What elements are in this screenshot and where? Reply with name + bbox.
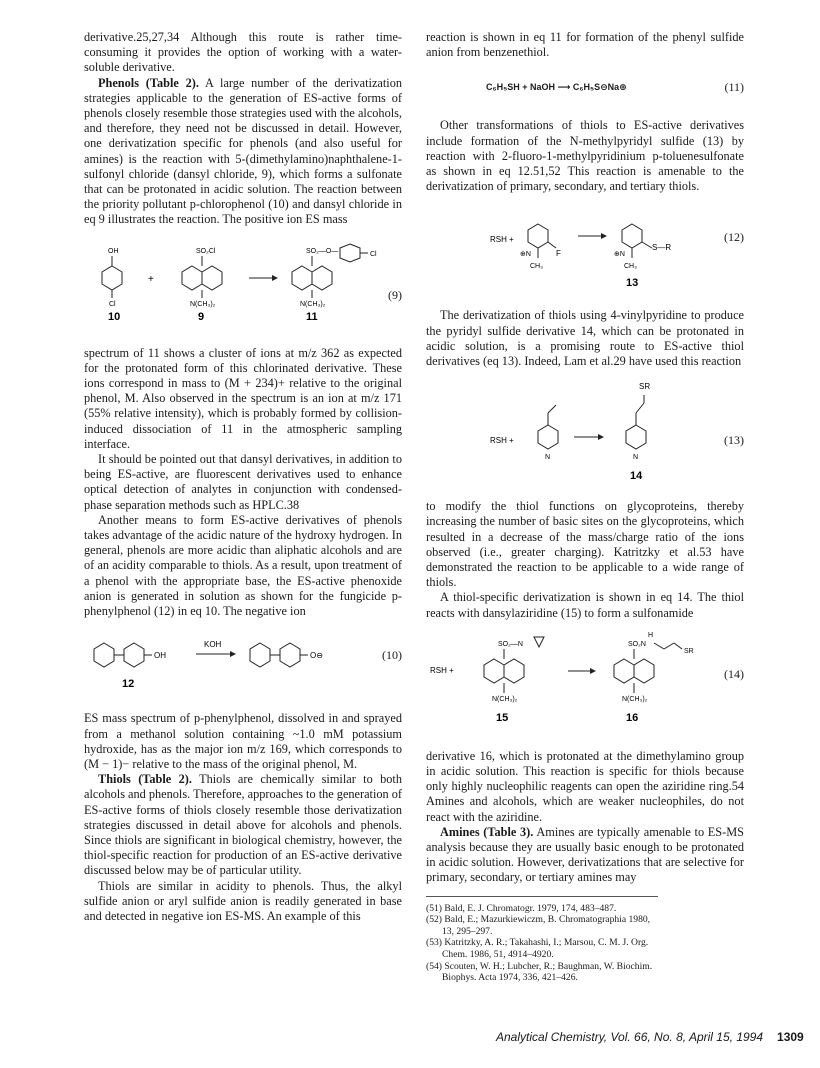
equation-13-structures bbox=[426, 377, 744, 489]
equation-13 bbox=[426, 377, 744, 489]
paragraph-thiols: Thiols (Table 2). Thiols are chemically similar to both alcohols and phenols. Therefore, approaches to the generation of ES-active forms of thiols closely resemble those derivatization strategies discussed in detail above for alcohols and phenols. Since thiols are significant in biological chemistry, however, the thiol-specific reaction for production of an ES-active derivative discussed below may be of particular utility. bbox=[84, 772, 403, 878]
footnote: (54) Scouten, W. H.; Lubcher, R.; Baughman, W. Biochim. Biophys. Acta 1974, 336, 421–426. bbox=[426, 960, 653, 984]
so2nh-label: SO₂N bbox=[628, 640, 646, 648]
compound-label-11: 11 bbox=[306, 310, 318, 323]
paragraph: reaction is shown in eq 11 for formation of the phenyl sulfide anion from benzenethiol. bbox=[426, 30, 744, 60]
equation-11 bbox=[426, 68, 744, 108]
compound-label-10: 10 bbox=[108, 310, 121, 323]
page-number: 1309 bbox=[777, 1030, 804, 1044]
equation-14 bbox=[426, 629, 744, 739]
equation-12-structures bbox=[426, 202, 744, 298]
paragraph: spectrum of 11 shows a cluster of ions at m/z 362 as expected for the protonated form of this chlorinated derivative. These ions correspond in mass to (M + 234)+ relative to the original phenol, M. Also observed in the spectrum is an ion at m/z 171 (55% relative intensity), which is probably formed by collision-induced dissociation of 11 in the atmospheric sampling interface. bbox=[84, 345, 402, 451]
f-label: F bbox=[556, 249, 561, 259]
nme2-label: N(CH₃)₂ bbox=[300, 300, 326, 308]
paragraph: ES mass spectrum of p-phenylphenol, dissolved in and sprayed from a methanol solution containing ~1.0 mM potassium hydroxide, has as the major ion m/z 169, which corresponds to (M − 1)− relative to the mass of the original phenol, M. bbox=[84, 711, 402, 771]
paragraph: derivative 16, which is protonated at the dimethylamino group in acidic solution. This reaction is specific for thiols because only highly nucleophilic reagents can open the aziridine ring.54 Amines and alcohols, which are weaker nucleophiles, do not react with the aziridine. bbox=[426, 748, 744, 824]
equation-number: (11) bbox=[724, 80, 744, 95]
left-column bbox=[84, 30, 402, 924]
rsh-label: RSH + bbox=[430, 665, 454, 675]
sr-label: SR bbox=[639, 382, 651, 392]
paragraph-amines: Amines (Table 3). Amines are typically amenable to ES-MS analysis because they are usually basic enough to be protonated in acidic solution. However, derivatizations that are selective for primary, secondary, or tertiary amines may bbox=[426, 824, 745, 885]
sr-label: SR bbox=[684, 647, 694, 655]
oh-label: OH bbox=[108, 247, 119, 255]
n-label: N bbox=[545, 454, 551, 462]
paragraph: derivative.25,27,34 Although this route is rather time-consuming it provides the option of working with a water-soluble derivative. bbox=[84, 30, 402, 75]
koh-label: KOH bbox=[204, 640, 222, 650]
nme2-label: N(CH₃)₂ bbox=[622, 695, 648, 703]
n-plus-label: ⊕N bbox=[614, 251, 625, 259]
n-plus-label: ⊕N bbox=[520, 251, 531, 259]
section-heading: Phenols (Table 2). bbox=[98, 75, 199, 90]
footnote: (53) Katritzky, A. R.; Takahashi, I.; Marsou, C. M. J. Org. Chem. 1986, 51, 4914–4920. bbox=[426, 937, 649, 961]
paragraph: Other transformations of thiols to ES-active derivatives include formation of the N-methylpyridyl sulfide (13) by reaction with 2-fluoro-1-methylpyridinium p-toluenesulfonate as shown in eq 12.51,52 This reaction is amenable to the derivatization of primary, secondary, and tertiary thiols. bbox=[426, 118, 744, 194]
cl-label: Cl bbox=[109, 300, 116, 308]
section-heading: Thiols (Table 2). bbox=[98, 772, 192, 787]
ch3-label: CH₃ bbox=[530, 263, 543, 271]
ch3-label: CH₃ bbox=[624, 263, 637, 271]
paragraph: Another means to form ES-active derivatives of phenols takes advantage of the acidic nature of the hydroxy hydrogen. In general, phenols are more acidic than aliphatic alcohols and are of an acidity comparable to thiols. As a result, upon treatment of a phenol with the appropriate base, the ES-active phenoxide anion is generated in solution as shown for the fungicide p-phenylphenol (12) in eq 10. The negative ion bbox=[84, 512, 402, 619]
equation-number: (10) bbox=[382, 648, 402, 663]
compound-label-15: 15 bbox=[496, 711, 509, 724]
section-heading: Amines (Table 3). bbox=[440, 824, 534, 839]
rsh-label: RSH + bbox=[490, 235, 514, 245]
equation-number: (12) bbox=[724, 230, 744, 245]
right-column bbox=[426, 30, 744, 984]
equation-number: (9) bbox=[388, 287, 402, 302]
sr-label: S—R bbox=[652, 243, 672, 253]
paragraph-phenols: Phenols (Table 2). A large number of the derivatization strategies applicable to the generation of ES-active forms of phenols closely resemble those strategies used with the alcohols, and therefore, they need not be discussed in detail. However, one derivatization specific for phenols (and also useful for amines) is the reaction with 5-(dimethylamino)naphthalene-1-sulfonyl chloride (dansyl chloride, 9), which forms a sulfonate that can be protonated in acidic solution. The reaction between the priority pollutant p-chlorophenol (10) and dansyl chloride in eq 9 illustrates the reaction. The positive ion ES mass bbox=[84, 75, 402, 227]
journal-citation: Analytical Chemistry, Vol. 66, No. 8, April 15, 1994 bbox=[496, 1030, 764, 1044]
so2n-label: SO₂—N bbox=[498, 640, 523, 648]
compound-label-13: 13 bbox=[626, 277, 639, 290]
equation-number: (13) bbox=[724, 433, 744, 448]
paragraph: The derivatization of thiols using 4-vinylpyridine to produce the pyridyl sulfide derivative 14, which can be protonated in acidic solution, is a promising route to ES-active thiol derivatives (eq 13). Indeed, Lam et al.29 have used this reaction bbox=[426, 308, 744, 369]
compound-label-16: 16 bbox=[626, 711, 639, 724]
plus-sign: + bbox=[148, 273, 154, 285]
so2o-label: SO₂—O— bbox=[306, 247, 339, 255]
n-label: N bbox=[633, 454, 639, 462]
so2cl-label: SO₂Cl bbox=[196, 247, 216, 255]
equation-10-structures bbox=[84, 627, 402, 701]
equation-12 bbox=[426, 202, 744, 298]
rsh-label: RSH + bbox=[490, 436, 514, 446]
equation-10 bbox=[84, 627, 402, 701]
compound-label-9: 9 bbox=[198, 310, 205, 323]
nme2-label: N(CH₃)₂ bbox=[492, 695, 518, 703]
footnotes bbox=[426, 896, 658, 984]
equation-9 bbox=[84, 236, 402, 336]
cl-label: Cl bbox=[370, 250, 377, 258]
paragraph: Thiols are similar in acidity to phenols. Thus, the alkyl sulfide anion or aryl sulfide anion is readily generated in base and detected in negative ion ES-MS. An example of this bbox=[84, 878, 402, 923]
h-label: H bbox=[648, 631, 654, 639]
paragraph: to modify the thiol functions on glycoproteins, thereby increasing the number of basic sites on the glycoproteins, which resulted in a decrease of the mass/charge ratio of the ions observed (i.e., greater charging). Katritzky et al.53 have demonstrated the reaction to be applicable to a wide range of thiols. bbox=[426, 499, 744, 590]
oh-label: OH bbox=[154, 651, 166, 661]
footnote: (51) Bald, E. J. Chromatogr. 1979, 174, 483–487. bbox=[426, 902, 617, 914]
paragraph: It should be pointed out that dansyl derivatives, in addition to being ES-active, are fluorescent derivatives used to enhance optical detection of analytes in conjunction with condensed-phase separation methods such as HPLC.38 bbox=[84, 452, 402, 512]
nme2-label: N(CH₃)₂ bbox=[190, 300, 216, 308]
equation-9-structures bbox=[84, 236, 402, 336]
compound-label-12: 12 bbox=[122, 678, 135, 691]
equation-11-text: C₆H₅SH + NaOH ⟶ C₆H₅S⊖Na⊕ bbox=[486, 82, 627, 93]
equation-14-structures bbox=[426, 629, 744, 739]
paragraph: A thiol-specific derivatization is shown in eq 14. The thiol reacts with dansylaziridine (15) to form a sulfonamide bbox=[426, 590, 744, 620]
page-footer bbox=[496, 1030, 804, 1044]
compound-label-14: 14 bbox=[630, 470, 643, 483]
footnote: (52) Bald, E.; Mazurkiewiczm, B. Chromatographia 1980, 13, 295–297. bbox=[426, 914, 651, 937]
phenoxide-label: O⊖ bbox=[310, 651, 323, 661]
equation-number: (14) bbox=[724, 666, 744, 681]
